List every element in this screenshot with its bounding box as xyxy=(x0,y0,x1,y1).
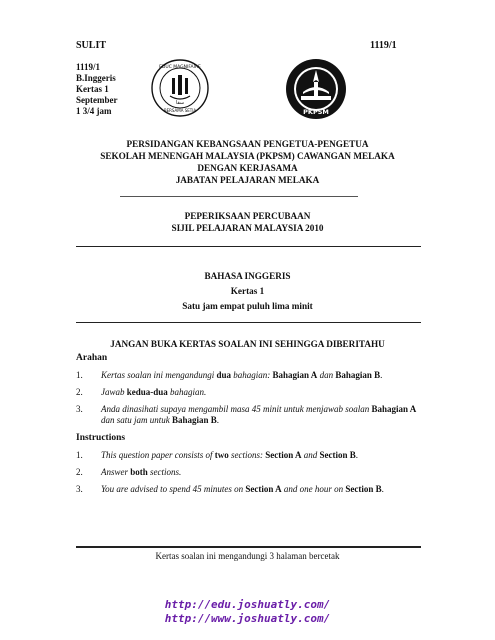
instruction-item-2: Answer both sections. xyxy=(101,467,182,477)
divider-middle xyxy=(76,322,421,323)
instruction-item-3: You are advised to spend 45 minutes on Section A and one hour on Section B. xyxy=(101,484,384,494)
page-count-note: Kertas soalan ini mengandungi 3 halaman bercetak xyxy=(155,551,340,561)
svg-text:PKPSM: PKPSM xyxy=(303,108,329,116)
instruction-num-3: 3. xyxy=(76,484,83,494)
instruction-num-2: 2. xyxy=(76,467,83,477)
paper-meta xyxy=(76,62,118,117)
divider-short xyxy=(120,196,358,197)
exam-line-2: SIJIL PELAJARAN MALAYSIA 2010 xyxy=(171,223,324,233)
arahan-item-1: Kertas soalan ini mengandungi dua bahagian: Bahagian A dan Bahagian B. xyxy=(101,370,383,380)
arahan-item-3: Anda dinasihati supaya mengambil masa 45 minit untuk menjawab soalan Bahagian A dan satu jam untuk Bahagian B. xyxy=(101,404,417,425)
paper-info xyxy=(0,269,495,314)
link-edu[interactable]: http://edu.joshuatly.com/ xyxy=(164,598,331,611)
instructions-title: Instructions xyxy=(76,433,126,443)
website-links xyxy=(0,598,495,626)
organizer-line-4: JABATAN PELAJARAN MELAKA xyxy=(175,175,320,185)
organizer-block xyxy=(0,138,495,186)
meta-line-paper: Kertas 1 xyxy=(76,84,109,94)
confidential-label: SULIT xyxy=(76,40,107,51)
meta-line-duration: 1 3/4 jam xyxy=(76,106,112,116)
paper-duration: Satu jam empat puluh lima minit xyxy=(182,301,313,311)
organizer-line-2: SEKOLAH MENENGAH MALAYSIA (PKPSM) CAWANGAN MELAKA xyxy=(100,151,395,161)
exam-line-1: PEPERIKSAAN PERCUBAAN xyxy=(184,211,311,221)
arahan-num-2: 2. xyxy=(76,387,83,397)
organizer-line-3: DENGAN KERJASAMA xyxy=(197,163,298,173)
meta-line-code: 1119/1 xyxy=(76,62,101,72)
svg-text:BERSAMA SETIA: BERSAMA SETIA xyxy=(163,108,197,113)
paper-code: 1119/1 xyxy=(370,40,397,51)
arahan-num-3: 3. xyxy=(76,404,83,414)
exam-title xyxy=(0,210,495,234)
paper-number: Kertas 1 xyxy=(230,286,265,296)
organizer-line-1: PERSIDANGAN KEBANGSAAN PENGETUA-PENGETUA xyxy=(126,139,369,149)
pkpsm-logo xyxy=(285,58,347,120)
paper-subject: BAHASA INGGERIS xyxy=(204,271,291,281)
svg-text:EDUC MAGNIFAIRE: EDUC MAGNIFAIRE xyxy=(159,65,201,70)
warning-text: JANGAN BUKA KERTAS SOALAN INI SEHINGGA DIBERITAHU xyxy=(110,339,385,349)
arahan-num-1: 1. xyxy=(76,370,83,380)
meta-line-month: September xyxy=(76,95,118,105)
link-www[interactable]: http://www.joshuatly.com/ xyxy=(164,612,331,625)
divider-top xyxy=(76,246,421,247)
divider-bottom xyxy=(76,546,421,548)
arahan-title: Arahan xyxy=(76,353,108,363)
arahan-item-2: Jawab kedua-dua bahagian. xyxy=(101,387,207,397)
instruction-item-1: This question paper consists of two sections: Section A and Section B. xyxy=(101,450,359,460)
instruction-num-1: 1. xyxy=(76,450,83,460)
school-seal-logo xyxy=(150,58,210,118)
meta-line-subject: B.Inggeris xyxy=(76,73,116,83)
svg-text:سقا: سقا xyxy=(175,100,185,106)
